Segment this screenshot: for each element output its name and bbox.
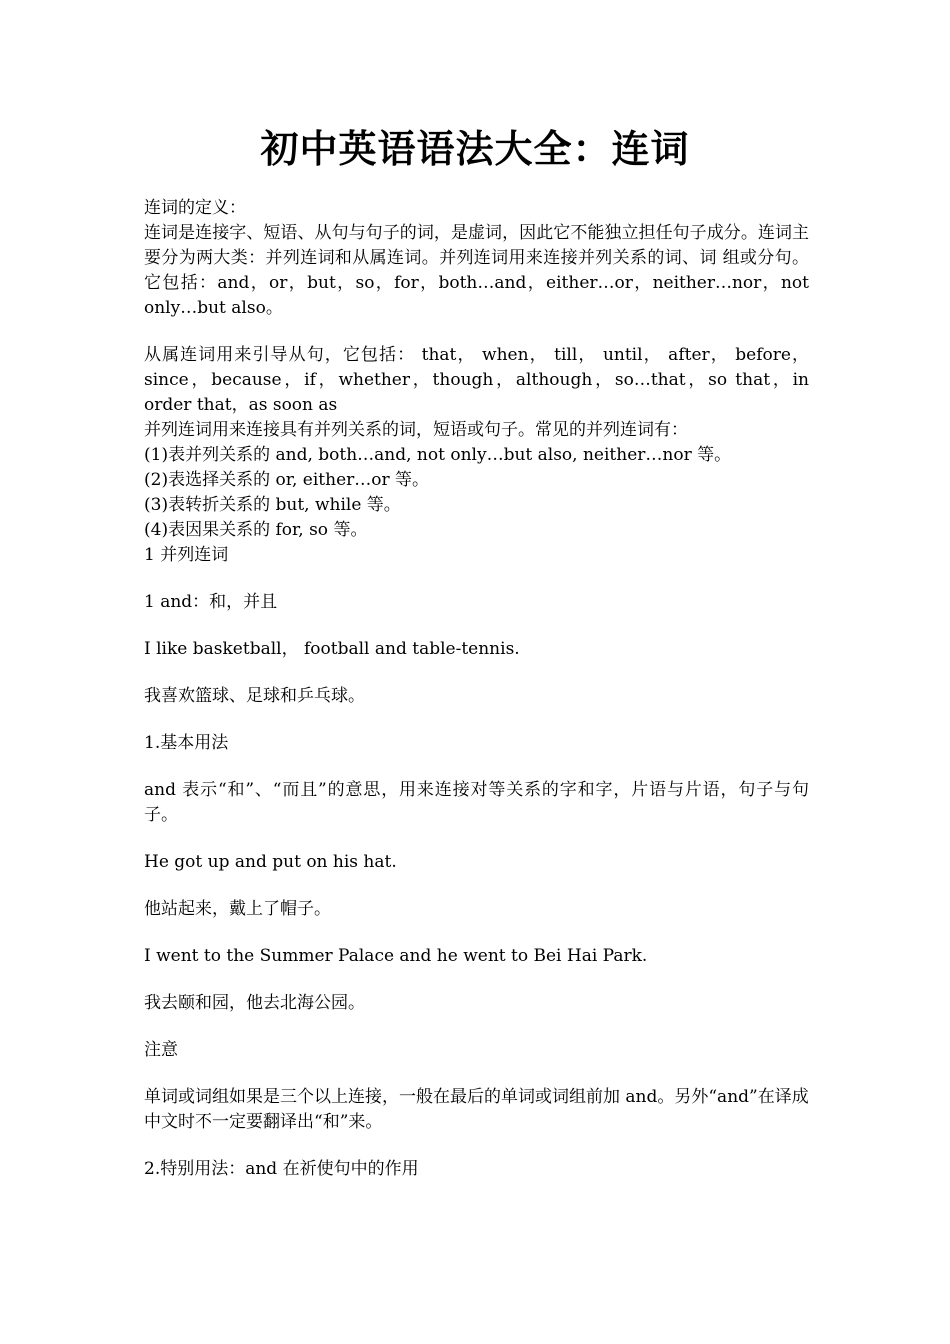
example-sentence: I went to the Summer Palace and he went to Bei Hai Park. — [144, 946, 648, 966]
note-text: 单词或词组如果是三个以上连接，一般在最后的单词或词组前加 and。另外“and”在译成中文时不一定要翻译出“和”来。 — [144, 1087, 809, 1132]
example-translation: 我喜欢篮球、足球和乒乓球。 — [144, 686, 365, 706]
example-translation: 他站起来，戴上了帽子。 — [144, 899, 331, 919]
paragraph-definition-heading: 连词的定义： — [144, 198, 246, 218]
list-item-alternative: (2)表选择关系的 or, either…or 等。 — [144, 470, 430, 490]
note-heading: 注意 — [144, 1040, 178, 1060]
document-title: 初中英语语法大全：连词 — [260, 127, 690, 171]
list-item-cause: (4)表因果关系的 for, so 等。 — [144, 520, 368, 540]
section-heading: 1 并列连词 — [144, 545, 229, 565]
paragraph-basic-usage: and 表示“和”、“而且”的意思，用来连接对等关系的字和字，片语与片语，句子与句子。 — [144, 780, 809, 825]
example-sentence: He got up and put on his hat. — [144, 852, 397, 872]
subheading-special-usage: 2.特别用法：and 在祈使句中的作用 — [144, 1159, 419, 1179]
paragraph-definition: 连词是连接字、短语、从句与句子的词，是虚词，因此它不能独立担任句子成分。连词主要分为两大类：并列连词和从属连词。并列连词用来连接并列关系的词、词 组或分句。它包括：and，or，but，so，for，both…and，either…or，neither…nor，not only…but also。 — [144, 223, 809, 318]
example-translation: 我去颐和园，他去北海公园。 — [144, 993, 365, 1013]
list-item-contrast: (3)表转折关系的 but, while 等。 — [144, 495, 401, 515]
example-sentence: I like basketball， football and table-tennis. — [144, 639, 520, 659]
document-body — [144, 196, 809, 1182]
paragraph-subordinate-conjunctions: 从属连词用来引导从句，它包括： that， when， till， until， after， before，since，because，if，whether，though，although，so…that，so that，in order that，as soon as — [144, 345, 809, 415]
paragraph-coordinate-intro: 并列连词用来连接具有并列关系的词，短语或句子。常见的并列连词有： — [144, 420, 688, 440]
list-item-coordinate: (1)表并列关系的 and, both…and, not only…but also, neither…nor 等。 — [144, 445, 732, 465]
subsection-heading-and: 1 and：和，并且 — [144, 592, 278, 612]
subheading-basic-usage: 1.基本用法 — [144, 733, 229, 753]
